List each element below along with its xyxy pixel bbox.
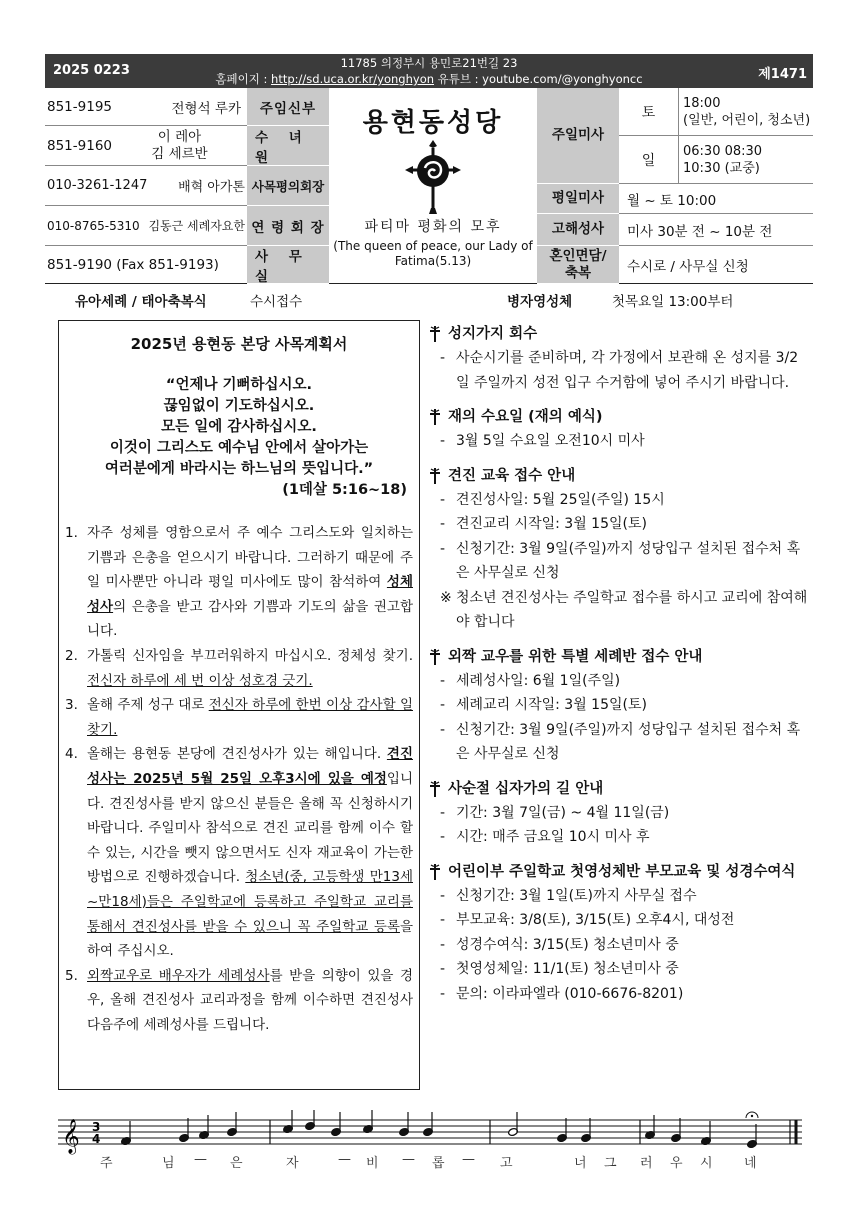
contact-phone: 010-3261-1247 bbox=[47, 178, 148, 193]
notices-column bbox=[428, 322, 810, 1016]
contact-phone: 851-9160 bbox=[47, 137, 112, 154]
notice-item-text: 기간: 3월 7일(금) ~ 4월 11일(금) bbox=[456, 804, 670, 821]
top-bar bbox=[45, 54, 813, 88]
notice-item-text: 신청기간: 3월 9일(주일)까지 성당입구 설치된 접수처 혹은 사무실로 신청 bbox=[456, 721, 801, 762]
verse-reference: (1데살 5:16~18) bbox=[282, 482, 407, 498]
address: 11785 의정부시 용민로21번길 23 bbox=[340, 56, 518, 70]
notice-item-text: 3월 5일 수요일 오전10시 미사 bbox=[456, 433, 645, 449]
sunday-label: 일 bbox=[619, 136, 679, 184]
saturday-label: 토 bbox=[619, 88, 679, 136]
hymn-lyrics bbox=[100, 1152, 780, 1176]
notice-item-text: 사순시기를 준비하며, 각 가정에서 보관해 온 성지를 3/2일 주일까지 성전 입구 수거함에 넣어 주시기 바랍니다. bbox=[456, 350, 799, 391]
notice-title-text: 성지가지 회수 bbox=[448, 326, 538, 342]
notice-title bbox=[428, 777, 810, 801]
plan-item-emphasis: 외짝교우로 배우자가 세례성사 bbox=[87, 967, 270, 984]
lyric-syllable: — bbox=[402, 1152, 416, 1167]
plan-item-text: 입니다. 견진성사를 받지 않으신 분들은 올해 꼭 신청하시기 바랍니다. 주일미사 참석으로 견진 교리를 함께 이수 할 수 있는, 시간을 뺏지 않으면서도 신자 재교육이 가는한 방법으로 진행하겠습니다. bbox=[87, 770, 413, 886]
notice-title bbox=[428, 464, 810, 488]
notice-bullet: - bbox=[440, 912, 446, 928]
lyric-syllable: — bbox=[194, 1152, 208, 1167]
notice-title-text: 견진 교육 접수 안내 bbox=[448, 467, 576, 484]
youtube-label: 유튜브 : youtube.com/@yonghyoncc bbox=[434, 72, 643, 86]
contact-row-office bbox=[45, 246, 247, 284]
notice-bullet: - bbox=[440, 985, 446, 1002]
role-memorial: 연 령 회 장 bbox=[247, 206, 329, 246]
notice-item-text: 성경수여식: 3/15(토) 청소년미사 중 bbox=[456, 936, 679, 953]
notice-bullet: - bbox=[440, 721, 446, 738]
plan-item-emphasis: 견진성사는 2025년 5월 25일 오후3시에 있을 예정 bbox=[87, 746, 413, 787]
notice-item-text: 청소년 견진성사는 주일학교 접수를 하시고 교리에 참여해야 합니다 bbox=[456, 589, 808, 630]
plan-item bbox=[65, 742, 413, 963]
address-block bbox=[175, 55, 683, 87]
cross-icon bbox=[428, 409, 442, 425]
plan-item-text: 자주 성체를 영함으로서 주 예수 그리스도와 일치하는 기쁨과 은총을 얻으시기 바랍니다. 그러하기 때문에 주일 미사뿐만 아니라 평일 미사에도 많이 참석하여 bbox=[87, 525, 413, 591]
parish-emblem-icon bbox=[401, 138, 465, 214]
notice-item bbox=[428, 346, 810, 395]
notice-item bbox=[428, 957, 810, 982]
notice-item bbox=[428, 693, 810, 718]
notice-bullet: - bbox=[440, 936, 446, 953]
pastoral-plan-box bbox=[58, 320, 420, 1090]
marriage-value: 수시로 / 사무실 신청 bbox=[627, 259, 749, 275]
contact-phone: 851-9190 (Fax 851-9193) bbox=[47, 257, 219, 273]
verse-line: 모든 일에 감사하십시오. bbox=[161, 419, 317, 435]
contact-name: 전형석 루카 bbox=[171, 100, 241, 117]
notice-bullet: - bbox=[440, 433, 446, 449]
lyric-syllable: 그 bbox=[604, 1156, 618, 1171]
plan-item-number: 2. bbox=[65, 647, 78, 664]
baptism-value: 수시접수 bbox=[250, 294, 303, 310]
sunday-mass-label: 주일미사 bbox=[537, 88, 619, 184]
lyric-syllable: — bbox=[338, 1152, 352, 1167]
notice-bullet: - bbox=[440, 672, 446, 689]
homepage-label: 홈페이지 : bbox=[215, 72, 272, 86]
notice-item bbox=[428, 884, 810, 909]
notice-title bbox=[428, 645, 810, 669]
time-signature-bottom: 4 bbox=[92, 1132, 101, 1146]
notice-section bbox=[428, 464, 810, 635]
plan-item-text: 을 하여 주십시오. bbox=[87, 918, 413, 960]
plan-item-emphasis: 청소년(중, 고등학생 만13세~만18세)들은 주일학교에 등록하고 주일학교 교리를 통해서 견진성사를 받을 수 있으니 꼭 주일학교 등록 bbox=[87, 869, 413, 935]
bulletin-date: 2025 0223 bbox=[53, 63, 130, 78]
plan-item-number: 4. bbox=[65, 746, 78, 763]
contact-row-pastor bbox=[45, 88, 247, 126]
sunday-time: 10:30 (교중) bbox=[683, 160, 760, 176]
notice-title-text: 사순절 십자가의 길 안내 bbox=[448, 780, 604, 797]
lyric-syllable: 비 bbox=[366, 1156, 380, 1171]
lyric-syllable: 롭 bbox=[432, 1156, 446, 1171]
role-pastor: 주임신부 bbox=[247, 88, 329, 126]
notice-item bbox=[428, 488, 810, 513]
sunday-times bbox=[679, 136, 813, 184]
parish-identity bbox=[329, 88, 537, 284]
verse-line: 끊임없이 기도하십시오. bbox=[163, 398, 315, 414]
lyric-syllable: 자 bbox=[286, 1156, 300, 1171]
plan-item-text: 를 받을 의향이 있을 경우, 올해 견진성사 교리과정을 함께 이수하면 견진성사 다음주에 세례성사를 드립니다. bbox=[87, 967, 413, 1033]
notice-item bbox=[428, 586, 810, 635]
header-table bbox=[45, 88, 813, 284]
sick-communion-value: 첫목요일 13:00부터 bbox=[612, 294, 734, 310]
lyric-syllable: 네 bbox=[744, 1156, 758, 1171]
plan-item bbox=[65, 644, 413, 693]
treble-clef-icon: 𝄞 bbox=[62, 1119, 80, 1154]
notice-bullet: - bbox=[440, 697, 446, 713]
issue-number: 제1471 bbox=[758, 67, 807, 82]
contact-row-memorial bbox=[45, 206, 247, 246]
notice-item bbox=[428, 537, 810, 586]
plan-item-emphasis: 전신자 하루에 한번 이상 감사할 일 찾기. bbox=[87, 697, 413, 738]
lyric-syllable: 님 bbox=[162, 1156, 176, 1171]
cross-icon bbox=[428, 326, 442, 342]
lyric-syllable: 고 bbox=[500, 1156, 514, 1171]
confession-value: 미사 30분 전 ~ 10분 전 bbox=[619, 214, 813, 246]
cross-icon bbox=[428, 468, 442, 484]
lyric-syllable: 러 bbox=[640, 1156, 654, 1171]
notice-title-text: 외짝 교우를 위한 특별 세례반 접수 안내 bbox=[448, 648, 703, 665]
time-signature-top: 3 bbox=[92, 1120, 101, 1134]
notice-item-text: 견진성사일: 5월 25일(주일) 15시 bbox=[456, 491, 665, 508]
notice-title-text: 어린이부 주일학교 첫영성체반 부모교육 및 성경수여식 bbox=[448, 863, 796, 880]
patron-name: 파티마 평화의 모후 bbox=[364, 219, 502, 235]
plan-item-text: 올해 주제 성구 대로 bbox=[87, 697, 209, 714]
sacrament-info-row bbox=[45, 286, 813, 310]
notice-section bbox=[428, 645, 810, 767]
marriage-label-line: 혼인면담/ bbox=[549, 247, 607, 264]
notice-bullet: - bbox=[440, 540, 446, 557]
contact-phone: 851-9195 bbox=[47, 98, 112, 115]
notice-item bbox=[428, 801, 810, 826]
notice-bullet: ※ bbox=[440, 589, 452, 606]
lyric-syllable: 주 bbox=[100, 1156, 114, 1171]
contact-name: 김동근 세례자요한 bbox=[148, 219, 245, 233]
cross-icon bbox=[428, 649, 442, 665]
notice-section bbox=[428, 860, 810, 1007]
notice-item bbox=[428, 512, 810, 537]
plan-item bbox=[65, 693, 413, 742]
saturday-times bbox=[679, 88, 813, 136]
notice-item bbox=[428, 908, 810, 933]
plan-list bbox=[65, 521, 413, 1037]
cross-icon bbox=[428, 781, 442, 797]
plan-item-number: 5. bbox=[65, 967, 78, 984]
notice-item bbox=[428, 825, 810, 850]
notice-section bbox=[428, 322, 810, 395]
contact-name: 김 세르반 bbox=[151, 145, 208, 162]
contact-phone: 010-8765-5310 bbox=[47, 218, 140, 233]
confession-label: 고해성사 bbox=[537, 214, 619, 246]
notice-item bbox=[428, 933, 810, 958]
lyric-syllable: 너 bbox=[574, 1156, 588, 1171]
role-office: 사 무 실 bbox=[247, 246, 329, 284]
verse-line: 여러분에게 바라시는 하느님의 뜻입니다.” bbox=[104, 461, 374, 477]
contact-name: 배혁 아가톤 bbox=[178, 180, 245, 195]
notice-item-text: 첫영성체일: 11/1(토) 청소년미사 중 bbox=[456, 961, 679, 977]
verse-line: 이것이 그리스도 예수님 안에서 살아가는 bbox=[109, 440, 369, 456]
plan-item-text: 의 은총을 받고 감사와 기쁨과 기도의 삶을 권고합니다. bbox=[87, 598, 413, 640]
contact-row-council bbox=[45, 166, 247, 206]
notice-item-text: 세례성사일: 6월 1일(주일) bbox=[456, 672, 621, 689]
sunday-time: 06:30 08:30 bbox=[683, 143, 763, 159]
plan-item-number: 1. bbox=[65, 525, 78, 541]
plan-item-emphasis: 성체성사 bbox=[87, 574, 413, 615]
plan-item-text: 가톨릭 신자임을 부끄러워하지 마십시오. 정체성 찾기. bbox=[87, 647, 413, 664]
notice-bullet: - bbox=[440, 491, 446, 508]
notice-item-text: 문의: 이라파엘라 (010-6676-8201) bbox=[456, 985, 684, 1002]
role-convent: 수 녀 원 bbox=[247, 126, 329, 166]
notice-bullet: - bbox=[440, 829, 446, 845]
notice-item-text: 부모교육: 3/8(토), 3/15(토) 오후4시, 대성전 bbox=[456, 912, 735, 928]
lyric-syllable: 시 bbox=[700, 1156, 714, 1171]
saturday-time: 18:00 bbox=[683, 95, 721, 111]
notice-title bbox=[428, 405, 810, 429]
notice-item bbox=[428, 718, 810, 767]
parish-name: 용현동성당 bbox=[362, 108, 504, 138]
notice-title-text: 재의 수요일 (재의 예식) bbox=[448, 409, 603, 425]
homepage-link[interactable]: http://sd.uca.or.kr/yonghyon bbox=[271, 72, 435, 86]
notice-item bbox=[428, 669, 810, 694]
plan-item-emphasis: 전신자 하루에 세 번 이상 성호경 긋기. bbox=[87, 672, 313, 689]
contact-name: 이 레아 bbox=[157, 128, 202, 145]
notice-section bbox=[428, 405, 810, 454]
cross-icon bbox=[428, 864, 442, 880]
marriage-label bbox=[537, 246, 619, 284]
notice-item-text: 견진교리 시작일: 3월 15일(토) bbox=[456, 516, 647, 532]
plan-item bbox=[65, 964, 413, 1038]
sick-communion-label: 병자영성체 bbox=[507, 294, 573, 310]
notice-bullet: - bbox=[440, 961, 446, 977]
notice-title bbox=[428, 860, 810, 884]
marriage-label-line: 축복 bbox=[564, 264, 592, 281]
patron-name-en: (The queen of peace, our Lady of Fatima(5.13) bbox=[333, 239, 533, 268]
plan-verse bbox=[59, 375, 419, 501]
notice-item-text: 신청기간: 3월 9일(주일)까지 성당입구 설치된 접수처 혹은 사무실로 신청 bbox=[456, 540, 801, 581]
notice-section bbox=[428, 777, 810, 850]
weekday-mass-label: 평일미사 bbox=[537, 184, 619, 214]
saturday-note: (일반, 어린이, 청소년) bbox=[683, 112, 811, 128]
notice-bullet: - bbox=[440, 887, 446, 904]
plan-item-number: 3. bbox=[65, 697, 78, 714]
plan-item-text: 올해는 용현동 본당에 견진성사가 있는 해입니다. bbox=[87, 746, 387, 763]
notice-bullet: - bbox=[440, 350, 446, 366]
notice-bullet: - bbox=[440, 804, 446, 821]
notice-title bbox=[428, 322, 810, 346]
baptism-label: 유아세례 / 태아축복식 bbox=[75, 294, 207, 310]
lyric-syllable: 은 bbox=[230, 1156, 244, 1171]
lyric-syllable: 우 bbox=[670, 1156, 684, 1171]
verse-line: “언제나 기뻐하십시오. bbox=[165, 377, 313, 393]
notice-item-text: 세례교리 시작일: 3월 15일(토) bbox=[456, 697, 647, 713]
role-council: 사목평의회장 bbox=[247, 166, 329, 206]
notice-item bbox=[428, 429, 810, 454]
plan-item bbox=[65, 521, 413, 644]
notice-item-text: 시간: 매주 금요일 10시 미사 후 bbox=[456, 829, 650, 845]
notice-item-text: 신청기간: 3월 1일(토)까지 사무실 접수 bbox=[456, 887, 697, 904]
notice-item bbox=[428, 982, 810, 1007]
weekday-mass-value: 월 ~ 토 10:00 bbox=[619, 184, 813, 214]
contact-row-convent bbox=[45, 126, 247, 166]
lyric-syllable: — bbox=[462, 1152, 476, 1167]
plan-title: 2025년 용현동 본당 사목계획서 bbox=[130, 335, 348, 353]
notice-bullet: - bbox=[440, 516, 446, 532]
